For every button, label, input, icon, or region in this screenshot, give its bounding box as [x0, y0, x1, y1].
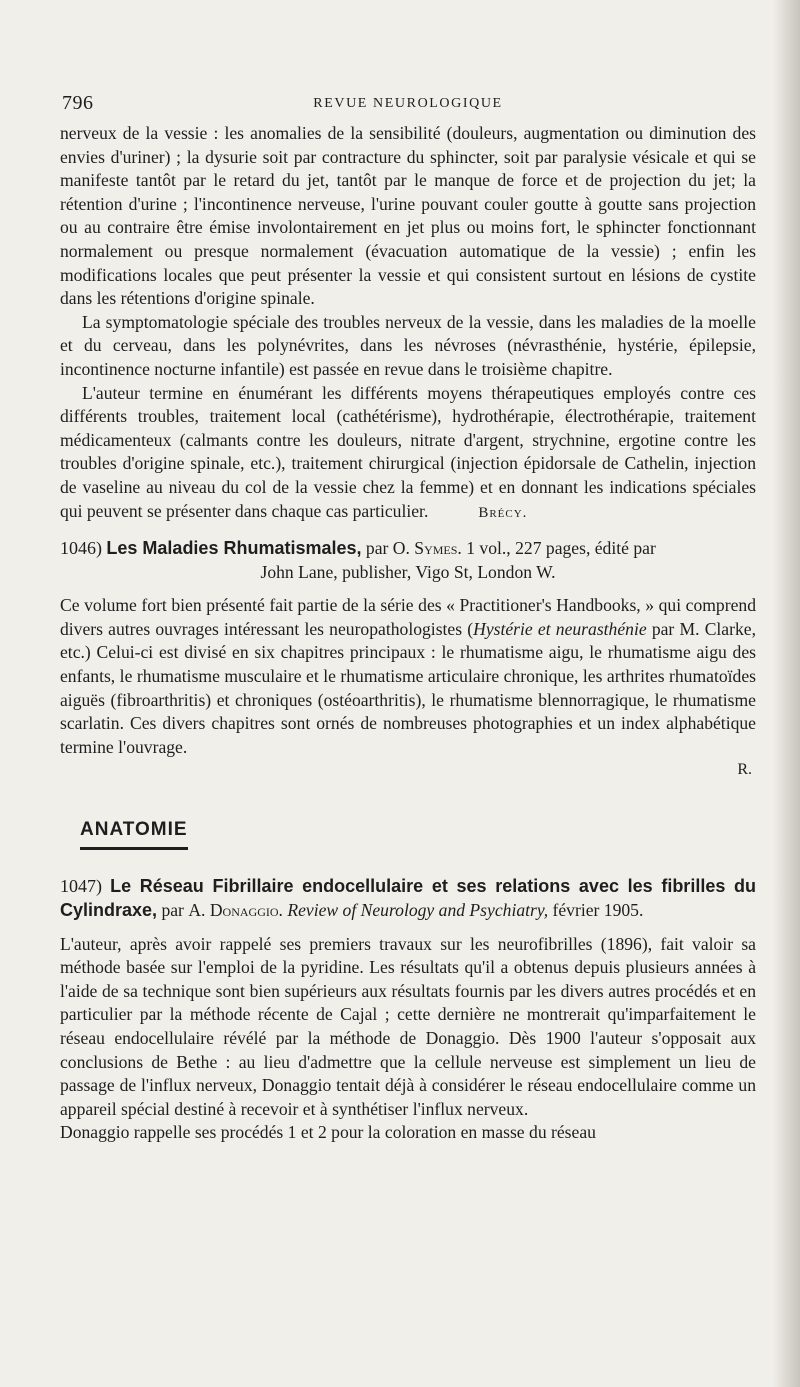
page-header	[60, 92, 756, 122]
entry-1046-details: 1 vol., 227 pages, édité par	[466, 538, 656, 559]
entry-1047	[60, 875, 756, 1145]
entry-1047-paragraph-1: L'auteur, après avoir rappelé ses premiers travaux sur les neurofibrilles (1896), fait valoir sa méthode basée sur l'emploi de la pyridine. Les résultats qu'il a obtenus depuis plusieurs années à l'aide de sa technique sont bien supérieurs aux résultats fournis par les divers autres procédés et en particulier par la méthode récente de Cajal ; cette dernière ne montrerait qu'imparfaitement le réseau endocellulaire révélé par la méthode de Donaggio. Dès 1900 l'auteur s'opposait aux conclusions de Bethe : au lieu d'admettre que la cellule nerveuse est simplement un lieu de passage de l'influx nerveux, Donaggio tentait déjà à considérer le réseau endocellulaire comme un appareil spécial destiné à recevoir et à synthétiser l'influx nerveux.	[60, 933, 756, 1119]
entry-1047-journal: Review of Neurology and Psychiatry,	[287, 900, 549, 921]
review1-paragraph-3	[60, 382, 756, 526]
running-head: REVUE NEUROLOGIQUE	[313, 96, 503, 111]
entry-1046-signature: R.	[737, 761, 752, 779]
section-title: ANATOMIE	[80, 819, 188, 841]
entry-1046-heading	[60, 537, 756, 561]
review-bladder-continuation	[60, 122, 756, 525]
section-underline	[80, 847, 188, 850]
entry-1047-date: février 1905.	[552, 900, 644, 921]
entry-1046	[60, 537, 756, 781]
entry-1046-para-part1: Ce volume fort bien présenté fait partie de la série des « Practitioner's Handbooks, » qui comprend divers autres ouvrages intéressant les neuropathologistes (	[60, 595, 756, 639]
entry-1047-heading	[60, 875, 756, 922]
journal-page	[60, 92, 756, 1145]
entry-1046-paragraph	[60, 594, 756, 759]
entry-1047-number: 1047)	[60, 876, 102, 897]
entry-1047-by: par	[161, 900, 184, 921]
spacer	[60, 923, 756, 933]
entry-1047-author: A. Donaggio.	[188, 900, 283, 921]
entry-1046-para-italic: Hystérie et neurasthénie	[473, 618, 647, 639]
review1-paragraph-2: La symptomatologie spéciale des troubles nerveux de la vessie, dans les maladies de la moelle et du cerveau, dans les polynévrites, dans les névroses (névrasthénie, hystérie, épilepsie, incontinence nocturne infantile) est passée en revue dans le troisième chapitre.	[60, 311, 756, 379]
entry-1046-by: par	[365, 538, 389, 559]
entry-1047-paragraph-2: Donaggio rappelle ses procédés 1 et 2 pour la coloration en masse du réseau	[60, 1122, 596, 1143]
review1-signature: Brécy.	[478, 504, 528, 521]
entry-1046-publisher: John Lane, publisher, Vigo St, London W.	[260, 561, 556, 582]
page-number: 796	[62, 92, 94, 114]
entry-1047-title: Le Réseau Fibrillaire endocellulaire et ses relations avec les fibrilles du Cylindraxe,	[60, 876, 756, 921]
entry-1046-number: 1046)	[60, 538, 102, 559]
entry-1046-para-part2: par M. Clarke, etc.) Celui-ci est divisé en six chapitres principaux : le rhumatisme aigu, le rhumatisme aigu des enfants, le rhumatisme musculaire et le rhumatisme articulaire chronique, les arthrites rhumatoïdes aiguës (fibroarthritis) et chroniques (ostéoarthritis), le rhumatisme blennorragique, le rhumatisme scarlatin. Ces divers chapitres sont ornés de nombreuses photographies et un index alphabétique termine l'ouvrage.	[60, 618, 756, 757]
section-heading-anatomie	[80, 819, 188, 841]
review1-paragraph-1: nerveux de la vessie : les anomalies de la sensibilité (douleurs, augmentation ou diminution des envies d'uriner) ; la dysurie soit par contracture du sphincter, soit par paralysie vésicale et qui se manifeste tantôt par le retard du jet, tantôt par le manque de force et de projection du jet; la rétention d'urine ; l'incontinence nerveuse, l'urine pouvant couler goutte à goutte sans projection ou au contraire être émise involontairement en jet plus ou moins fort, le sphincter fonctionnant normalement ou presque normalement (évacuation automatique de la vessie) ; enfin les modifications locales que peut présenter la vessie et qui consistent surtout en lésions de cystite dans les rétentions d'origine spinale.	[60, 123, 756, 309]
entry-1046-title: Les Maladies Rhumatismales,	[106, 538, 362, 559]
entry-1046-author: O. Symes.	[392, 538, 462, 559]
page-edge-shadow	[772, 0, 800, 1387]
spacer	[60, 584, 756, 594]
review1-paragraph-3-text: L'auteur termine en énumérant les différents moyens thérapeutiques employés contre ces différents troubles, traitement local (cathétérisme), hydrothérapie, électrothérapie, traitement médicamenteux (calmants contre les douleurs, nitrate d'argent, strychnine, ergotine contre les troubles d'origine spinale, etc.), traitement chirurgical (injection épidorsale de Cathelin, injection de vaseline au niveau du col de la vessie chez la femme) et en donnant les indications spéciales qui peuvent se présenter dans chaque cas particulier.	[60, 382, 756, 521]
